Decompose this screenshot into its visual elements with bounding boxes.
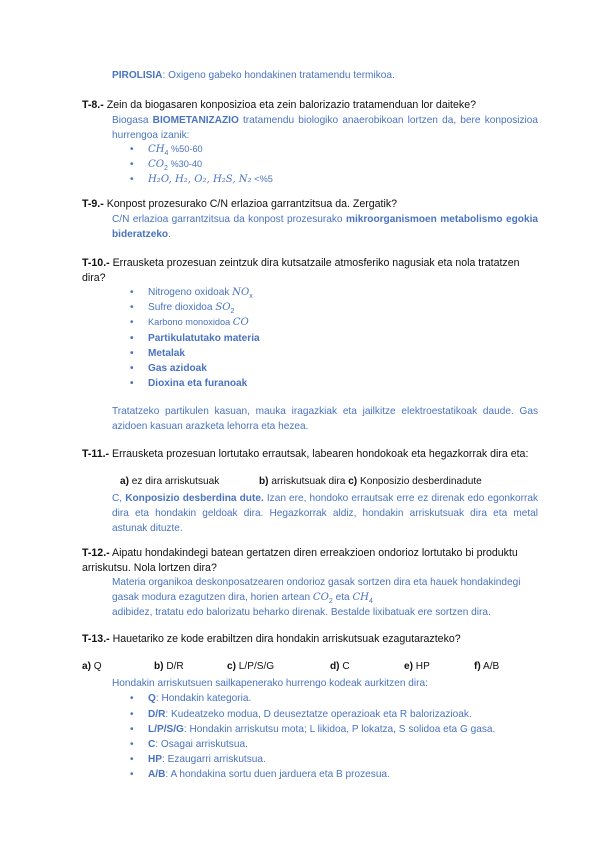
list-item xyxy=(130,767,390,782)
bullet-icon: • xyxy=(130,769,134,780)
bullet-icon: • xyxy=(130,333,134,344)
option-key: f) xyxy=(474,661,481,672)
answer-bold: mikroorganismoen metabolismo egokia bideratzeko xyxy=(112,214,538,240)
list-item xyxy=(130,752,266,767)
bullet-icon: • xyxy=(130,317,134,328)
list-item-text: Dioxina eta furanoak xyxy=(148,378,248,389)
answer-text: adibidez, tratatu edo balorizatu beharko direnak. Bestalde lixibatuak ere sortzen dira. xyxy=(112,607,491,618)
question-number: T-12.- xyxy=(82,547,110,559)
option-text: arriskutsuak dira xyxy=(268,476,349,487)
answer-text: . xyxy=(168,229,171,240)
answer-t10 xyxy=(112,404,538,434)
code-desc: : Hondakin arriskutsu mota; L likidoa, P lokatza, S solidoa eta G gasa. xyxy=(183,724,496,735)
answer-bold: BIOMETANIZAZIO xyxy=(152,115,239,126)
code-key: A/B xyxy=(148,769,166,780)
answer-t12-cont xyxy=(112,605,538,620)
code-desc: : Osagai arriskutsua. xyxy=(155,739,248,750)
question-number: T-10.- xyxy=(82,257,110,269)
question-number: T-9.- xyxy=(82,198,104,210)
code-desc: : Ezaugarri arriskutsua. xyxy=(162,754,266,765)
formula-sub: 4 xyxy=(368,598,373,606)
formula: CO xyxy=(148,159,164,170)
option-key: a) xyxy=(82,661,91,672)
bullet-icon: • xyxy=(130,287,134,298)
option-a xyxy=(120,476,219,487)
code-desc: : Hondakin kategoria. xyxy=(155,693,252,704)
question-t8 xyxy=(82,98,542,113)
list-item-text: Nitrogeno oxidoak xyxy=(148,287,233,298)
option-text: Q xyxy=(90,661,102,672)
list-item-text: <%5 xyxy=(251,174,273,184)
bullet-icon: • xyxy=(130,159,134,170)
pirolisia-def: : Oxigeno gabeko hondakinen tratamendu termikoa. xyxy=(162,70,395,81)
bullet-icon: • xyxy=(130,144,134,155)
formula-sub: 2 xyxy=(164,165,168,173)
option-e xyxy=(404,661,430,672)
formula: CH xyxy=(352,592,369,603)
option-key: c) xyxy=(348,476,358,487)
answer-text: Materia organikoa deskonposatzearen ondorioz gasak sortzen dira eta hauek hondakindegi gasak modura ezagutzen dira, horien artean xyxy=(112,577,521,603)
option-text: Konposizio desberdinadute xyxy=(357,476,482,487)
list-item xyxy=(130,361,207,376)
question-t11 xyxy=(82,447,542,462)
list-item xyxy=(130,722,496,737)
answer-t11 xyxy=(112,491,538,536)
option-text: A/B xyxy=(480,661,500,672)
formula: CH xyxy=(148,144,165,155)
option-key: c) xyxy=(227,661,236,672)
formula-sub: 2 xyxy=(230,308,235,316)
code-key: C xyxy=(148,739,156,750)
option-b xyxy=(154,661,184,672)
code-key: L/P/S/G xyxy=(148,724,184,735)
bullet-icon: • xyxy=(130,378,134,389)
option-a xyxy=(82,661,102,672)
pirolisia-line xyxy=(112,68,538,83)
list-item xyxy=(130,737,248,752)
bullet-icon: • xyxy=(130,348,134,359)
option-key: e) xyxy=(404,661,413,672)
bullet-icon: • xyxy=(130,724,134,735)
formula: SO xyxy=(215,302,231,313)
option-text: HP xyxy=(412,661,430,672)
code-key: HP xyxy=(148,754,163,765)
bullet-icon: • xyxy=(130,693,134,704)
option-key: b) xyxy=(154,661,164,672)
code-key: Q xyxy=(148,693,156,704)
question-text: Errausketa prozesuan zeintzuk dira kutsatzaile atmosferiko nagusiak eta nola tratatzen dira? xyxy=(82,257,520,284)
question-text: Aipatu hondakindegi batean gertatzen diren erreakzioen ondorioz lortutako bi produktu arriskutsu. Nola lortzen dira? xyxy=(82,547,518,574)
list-item xyxy=(130,376,248,391)
answer-text: Tratatzeko partikulen kasuan, mauka iragazkiak eta jailkitze elektroestatikoak daude. Gas azidoen kasuan arazketa lehorra eta hezea. xyxy=(112,406,538,432)
formula: CO xyxy=(232,317,249,328)
answer-text: Hondakin arriskutsuen sailkapenerako hurrengo kodeak aurkitzen dira: xyxy=(112,678,428,689)
answer-t8 xyxy=(112,113,538,143)
answer-text: C, xyxy=(112,493,126,504)
list-item xyxy=(130,315,249,330)
question-text: Errausketa prozesuan lortutako errautsak, labearen hondokoak eta hegazkorrak dira eta: xyxy=(109,448,529,460)
list-item-text: Sufre dioxidoa xyxy=(148,302,216,313)
code-key: D/R xyxy=(148,709,166,720)
answer-text: C/N erlazioa garrantzitsua da konpost prozesurako xyxy=(112,214,346,225)
answer-t13-intro xyxy=(112,676,538,691)
list-item xyxy=(130,346,186,361)
list-item-text: Metalak xyxy=(148,348,186,359)
formula-sub: x xyxy=(249,293,253,301)
question-t13 xyxy=(82,632,542,647)
option-text: L/P/S/G xyxy=(235,661,275,672)
list-item xyxy=(130,331,260,346)
pirolisia-term: PIROLISIA xyxy=(112,70,163,81)
formula-sub: 2 xyxy=(328,598,333,606)
question-number: T-13.- xyxy=(82,633,110,645)
question-number: T-11.- xyxy=(82,448,110,460)
code-desc: : A hondakina sortu duen jarduera eta B prozesua. xyxy=(165,769,390,780)
list-item xyxy=(130,172,273,187)
answer-text: Izan ere, hondoko errautsak erre ez direnak edo egonkorrak dira eta hondakin geldoak dira. Hegazkorrak aldiz, hondakin arriskutsuak dira eta metal astunak dituzte. xyxy=(112,493,538,534)
list-item-text: %50-60 xyxy=(168,144,203,154)
option-key: a) xyxy=(120,476,129,487)
answer-bold: Konposizio desberdina dute. xyxy=(125,493,264,504)
code-desc: : Kudeatzeko modua, D deuseztatze operazioak eta R balorizazioak. xyxy=(165,709,472,720)
question-t12 xyxy=(82,546,542,575)
question-number: T-8.- xyxy=(82,99,104,111)
bullet-icon: • xyxy=(130,709,134,720)
option-text: D/R xyxy=(163,661,184,672)
answer-text: Biogasa xyxy=(112,115,153,126)
option-key: b) xyxy=(259,476,269,487)
question-text: Hauetariko ze kode erabiltzen dira hondakin arriskutsuak ezagutarazteko? xyxy=(109,633,461,645)
option-b-c xyxy=(259,476,482,487)
list-item xyxy=(130,691,252,706)
bullet-icon: • xyxy=(130,739,134,750)
answer-t9 xyxy=(112,212,538,242)
answer-t12 xyxy=(112,575,538,609)
question-text: Konpost prozesurako C/N erlazioa garrantzitsua da. Zergatik? xyxy=(103,198,398,210)
list-item-text: %30-40 xyxy=(167,159,203,169)
formula: H₂O, H₂, O₂, H₂S, N₂ xyxy=(148,174,252,185)
list-item-text: Partikulatutako materia xyxy=(148,333,260,344)
option-d xyxy=(330,661,350,672)
question-text: Zein da biogasaren konposizioa eta zein balorizazio tratamenduan lor daiteke? xyxy=(103,99,476,111)
option-key: d) xyxy=(330,661,340,672)
question-t9 xyxy=(82,197,542,212)
question-t10 xyxy=(82,256,542,285)
answer-text: tratamendu biologiko anaerobikoan lortzen da, bere konposizioa hurrengoa izanik: xyxy=(112,115,538,141)
bullet-icon: • xyxy=(130,363,134,374)
formula-sub: 4 xyxy=(164,150,169,158)
list-item-text: Gas azidoak xyxy=(148,363,207,374)
bullet-icon: • xyxy=(130,754,134,765)
answer-text: eta xyxy=(332,592,353,603)
option-c xyxy=(227,661,274,672)
option-f xyxy=(474,661,499,672)
formula: CO xyxy=(312,592,329,603)
bullet-icon: • xyxy=(130,302,134,313)
list-item-text: Karbono monoxidoa xyxy=(148,317,233,327)
option-text: ez dira arriskutsuak xyxy=(128,476,220,487)
option-text: C xyxy=(339,661,350,672)
list-item xyxy=(130,707,472,722)
formula: NO xyxy=(232,287,250,298)
bullet-icon: • xyxy=(130,174,134,185)
